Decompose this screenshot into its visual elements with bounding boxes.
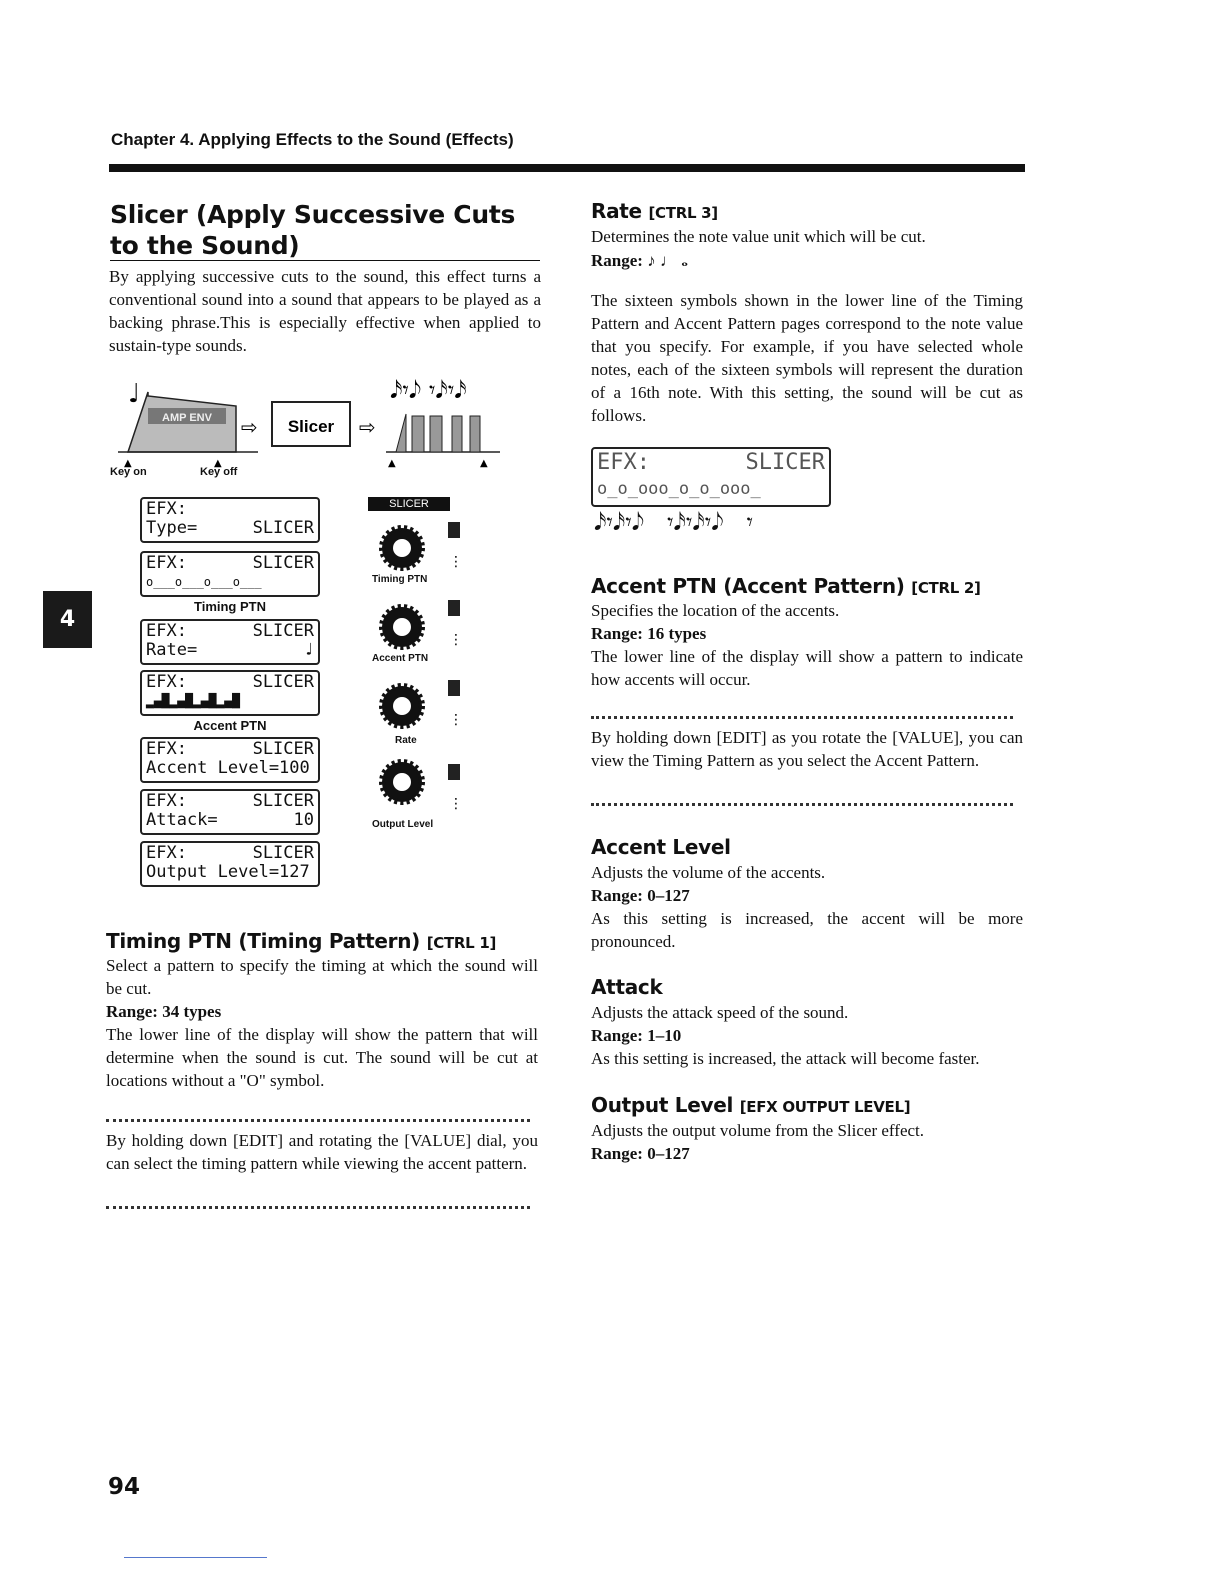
accent-tip: By holding down [EDIT] as you rotate the [VALUE], you can view the Timing Pattern as you select the Accent Pattern. — [591, 728, 1023, 770]
svg-text:▲: ▲ — [388, 458, 396, 469]
timing-body: Select a pattern to specify the timing at which the sound will be cut. Range: 34 types The lower line of the display will show the pattern that will determine when the sound is cut. The sound will be cut at locations without a "O" symbol. — [106, 956, 538, 1090]
sixteenth-notes-icon: 𝅘𝅥𝅯𝄾𝅘𝅥𝅮 𝄾𝅘𝅥𝅯𝄾𝅘𝅥𝅯 — [390, 376, 467, 404]
lcd-output-level: EFX: SLICER Output Level=127 — [140, 841, 320, 887]
rate-desc: Determines the note value unit which will be cut. — [591, 227, 926, 246]
rate-example-lcd: EFX: SLICER o_o_ooo_o_o_ooo_ — [591, 447, 831, 507]
accent-level-heading: Accent Level — [591, 835, 731, 859]
timing-tip: By holding down [EDIT] and rotating the [VALUE] dial, you can select the timing pattern while viewing the accent pattern. — [106, 1131, 538, 1173]
knob-panel — [360, 512, 480, 832]
rate-para: The sixteen symbols shown in the lower line of the Timing Pattern and Accent Pattern pages correspond to the note value that you specify. For example, if you have selected whole notes, each of the sixteen symbols will represent the duration of a 16th note. With this setting, the sound will be cut as follows. — [591, 291, 1023, 425]
tip2-bottom-rule — [591, 803, 1013, 806]
intro-text: By applying successive cuts to the sound, this effect turns a conventional sound into a sound that appears to be played as a backing phrase.This is especially effective when applied to sustain-type sounds. — [109, 267, 541, 355]
amp-env-label: AMP ENV — [162, 412, 212, 424]
rate-notes: ♪ ♩ 𝅝 — [647, 251, 688, 270]
accent-ptn-label: Accent PTN — [193, 718, 267, 733]
svg-text:⋮: ⋮ — [449, 554, 463, 570]
key-on-label: Key on — [110, 466, 147, 478]
page-number: 94 — [108, 1474, 141, 1500]
slicer-box-label: Slicer — [287, 417, 335, 436]
knob-timing-ptn — [382, 522, 463, 570]
arrow-right-icon: ⇨ — [359, 415, 376, 439]
knob-rate — [382, 680, 463, 728]
arrow-right-icon: ⇨ — [241, 415, 258, 439]
rate-heading: Rate [CTRL 3] — [591, 199, 718, 223]
accent-level-body: Adjusts the volume of the accents. Range: 0–127 As this setting is increased, the accent will be more pronounced. — [591, 863, 1023, 951]
knob-label-timing: Timing PTN — [372, 574, 428, 585]
lcd-rate: EFX: SLICER Rate= ♩ — [140, 619, 320, 665]
section-title: Slicer (Apply Successive Cuts to the Sound) — [110, 200, 516, 260]
lcd-attack: EFX: SLICER Attack= 10 — [140, 789, 320, 835]
output-level-body: Adjusts the output volume from the Slicer effect. Range: 0–127 — [591, 1121, 925, 1163]
slicer-diagram — [108, 370, 508, 482]
svg-text:⋮: ⋮ — [449, 712, 463, 728]
svg-text:▲: ▲ — [214, 458, 222, 469]
tip-bottom-rule — [106, 1206, 530, 1209]
knob-output-level — [382, 762, 463, 812]
cut-notation: 𝅘𝅥𝅯𝄾𝅘𝅥𝅯𝄾𝅘𝅥𝅮 𝄾𝅘𝅥𝅯𝄾𝅘𝅥𝅯𝄾𝅘𝅥𝅮 𝄾 — [594, 508, 753, 536]
knob-label-rate: Rate — [395, 735, 417, 746]
svg-text:▲: ▲ — [480, 458, 488, 469]
chapter-header: Chapter 4. Applying Effects to the Sound (Effects) — [111, 130, 514, 149]
lcd-accent-ptn: EFX: SLICER ▂▄█▂▄█▂▄█▂▄█ — [140, 670, 320, 716]
tip2-top-rule — [591, 716, 1013, 719]
chapter-tab: 4 — [43, 591, 92, 648]
timing-heading: Timing PTN (Timing Pattern) [CTRL 1] — [106, 929, 497, 953]
lcd-accent-level: EFX: SLICER Accent Level=100 — [140, 737, 320, 783]
tip-top-rule — [106, 1119, 530, 1122]
quarter-note-icon: ♩ — [128, 379, 141, 409]
svg-text:⋮: ⋮ — [449, 632, 463, 648]
attack-body: Adjusts the attack speed of the sound. Range: 1–10 As this setting is increased, the attack will become faster. — [591, 1003, 980, 1068]
title-underline — [110, 260, 540, 261]
knob-label-output: Output Level — [372, 819, 434, 830]
footer-line — [124, 1557, 267, 1558]
rate-range: Range: ♪ ♩ 𝅝 — [591, 251, 688, 270]
accent-ptn-body: Specifies the location of the accents. Range: 16 types The lower line of the display will show a pattern to indicate how accents will occur. — [591, 601, 1023, 689]
svg-text:⋮: ⋮ — [449, 796, 463, 812]
timing-ptn-label: Timing PTN — [194, 599, 266, 614]
knob-accent-ptn — [382, 600, 463, 648]
lcd-type: EFX: Type= SLICER — [140, 497, 320, 543]
accent-ptn-heading: Accent PTN (Accent Pattern) [CTRL 2] — [591, 574, 981, 598]
output-level-heading: Output Level [EFX OUTPUT LEVEL] — [591, 1093, 911, 1117]
knob-label-accent: Accent PTN — [372, 653, 429, 664]
header-rule — [109, 164, 1025, 172]
lcd-timing-ptn: EFX: SLICER o___o___o___o___ — [140, 551, 320, 597]
svg-text:▲: ▲ — [124, 458, 132, 469]
slicer-knob-header: SLICER — [368, 497, 450, 511]
key-off-label: Key off — [200, 466, 238, 478]
attack-heading: Attack — [591, 975, 663, 999]
